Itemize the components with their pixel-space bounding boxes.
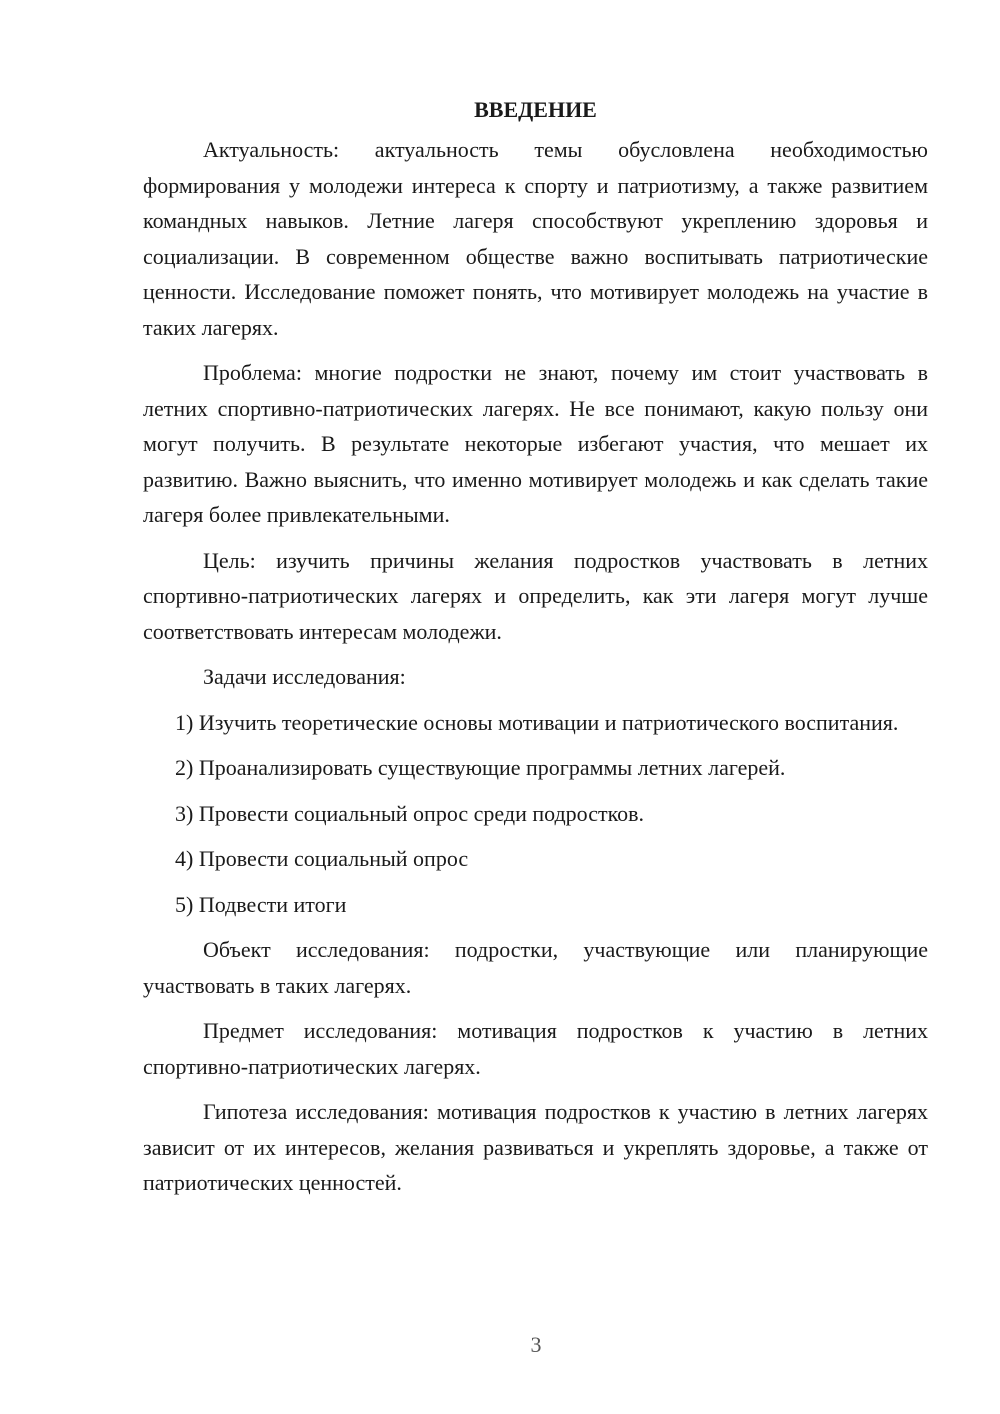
hypothesis-paragraph: Гипотеза исследования: мотивация подростков к участию в летних лагерях зависит от их интересов, желания развиваться и укреплять здоровье, а также от патриотических ценностей. (143, 1099, 928, 1195)
page-number: 3 (530, 1332, 542, 1357)
subject-paragraph: Предмет исследования: мотивация подростков к участию в летних спортивно-патриотических лагерях. (143, 1018, 928, 1079)
problem-paragraph: Проблема: многие подростки не знают, почему им стоит участвовать в летних спортивно-патриотических лагерях. Не все понимают, какую пользу они могут получить. В результате некоторые избегают участия, что мешает их развитию. Важно выяснить, что именно мотивирует молодежь и как сделать такие лагеря более привлекательными. (143, 360, 928, 527)
task-item: 1) Изучить теоретические основы мотивации и патриотического воспитания. (175, 709, 899, 735)
document-page (143, 92, 928, 1211)
task-item: 3) Провести социальный опрос среди подростков. (175, 800, 645, 826)
tasks-heading: Задачи исследования: (203, 664, 406, 689)
task-item: 4) Провести социальный опрос (175, 846, 469, 871)
relevance-paragraph: Актуальность: актуальность темы обусловлена необходимостью формирования у молодежи интереса к спорту и патриотизму, а также развитием командных навыков. Летние лагеря способствуют укреплению здоровья и социализации. В современном обществе важно воспитывать патриотические ценности. Исследование поможет понять, что мотивирует молодежь на участие в таких лагерях. (143, 137, 928, 340)
goal-paragraph: Цель: изучить причины желания подростков участвовать в летних спортивно-патриотических лагерях и определить, как эти лагеря могут лучше соответствовать интересам молодежи. (143, 547, 928, 644)
section-title: ВВЕДЕНИЕ (474, 97, 597, 122)
task-item: 2) Проанализировать существующие программы летних лагерей. (175, 755, 786, 780)
task-item: 5) Подвести итоги (175, 891, 347, 917)
object-paragraph: Объект исследования: подростки, участвующие или планирующие участвовать в таких лагерях. (143, 937, 928, 998)
